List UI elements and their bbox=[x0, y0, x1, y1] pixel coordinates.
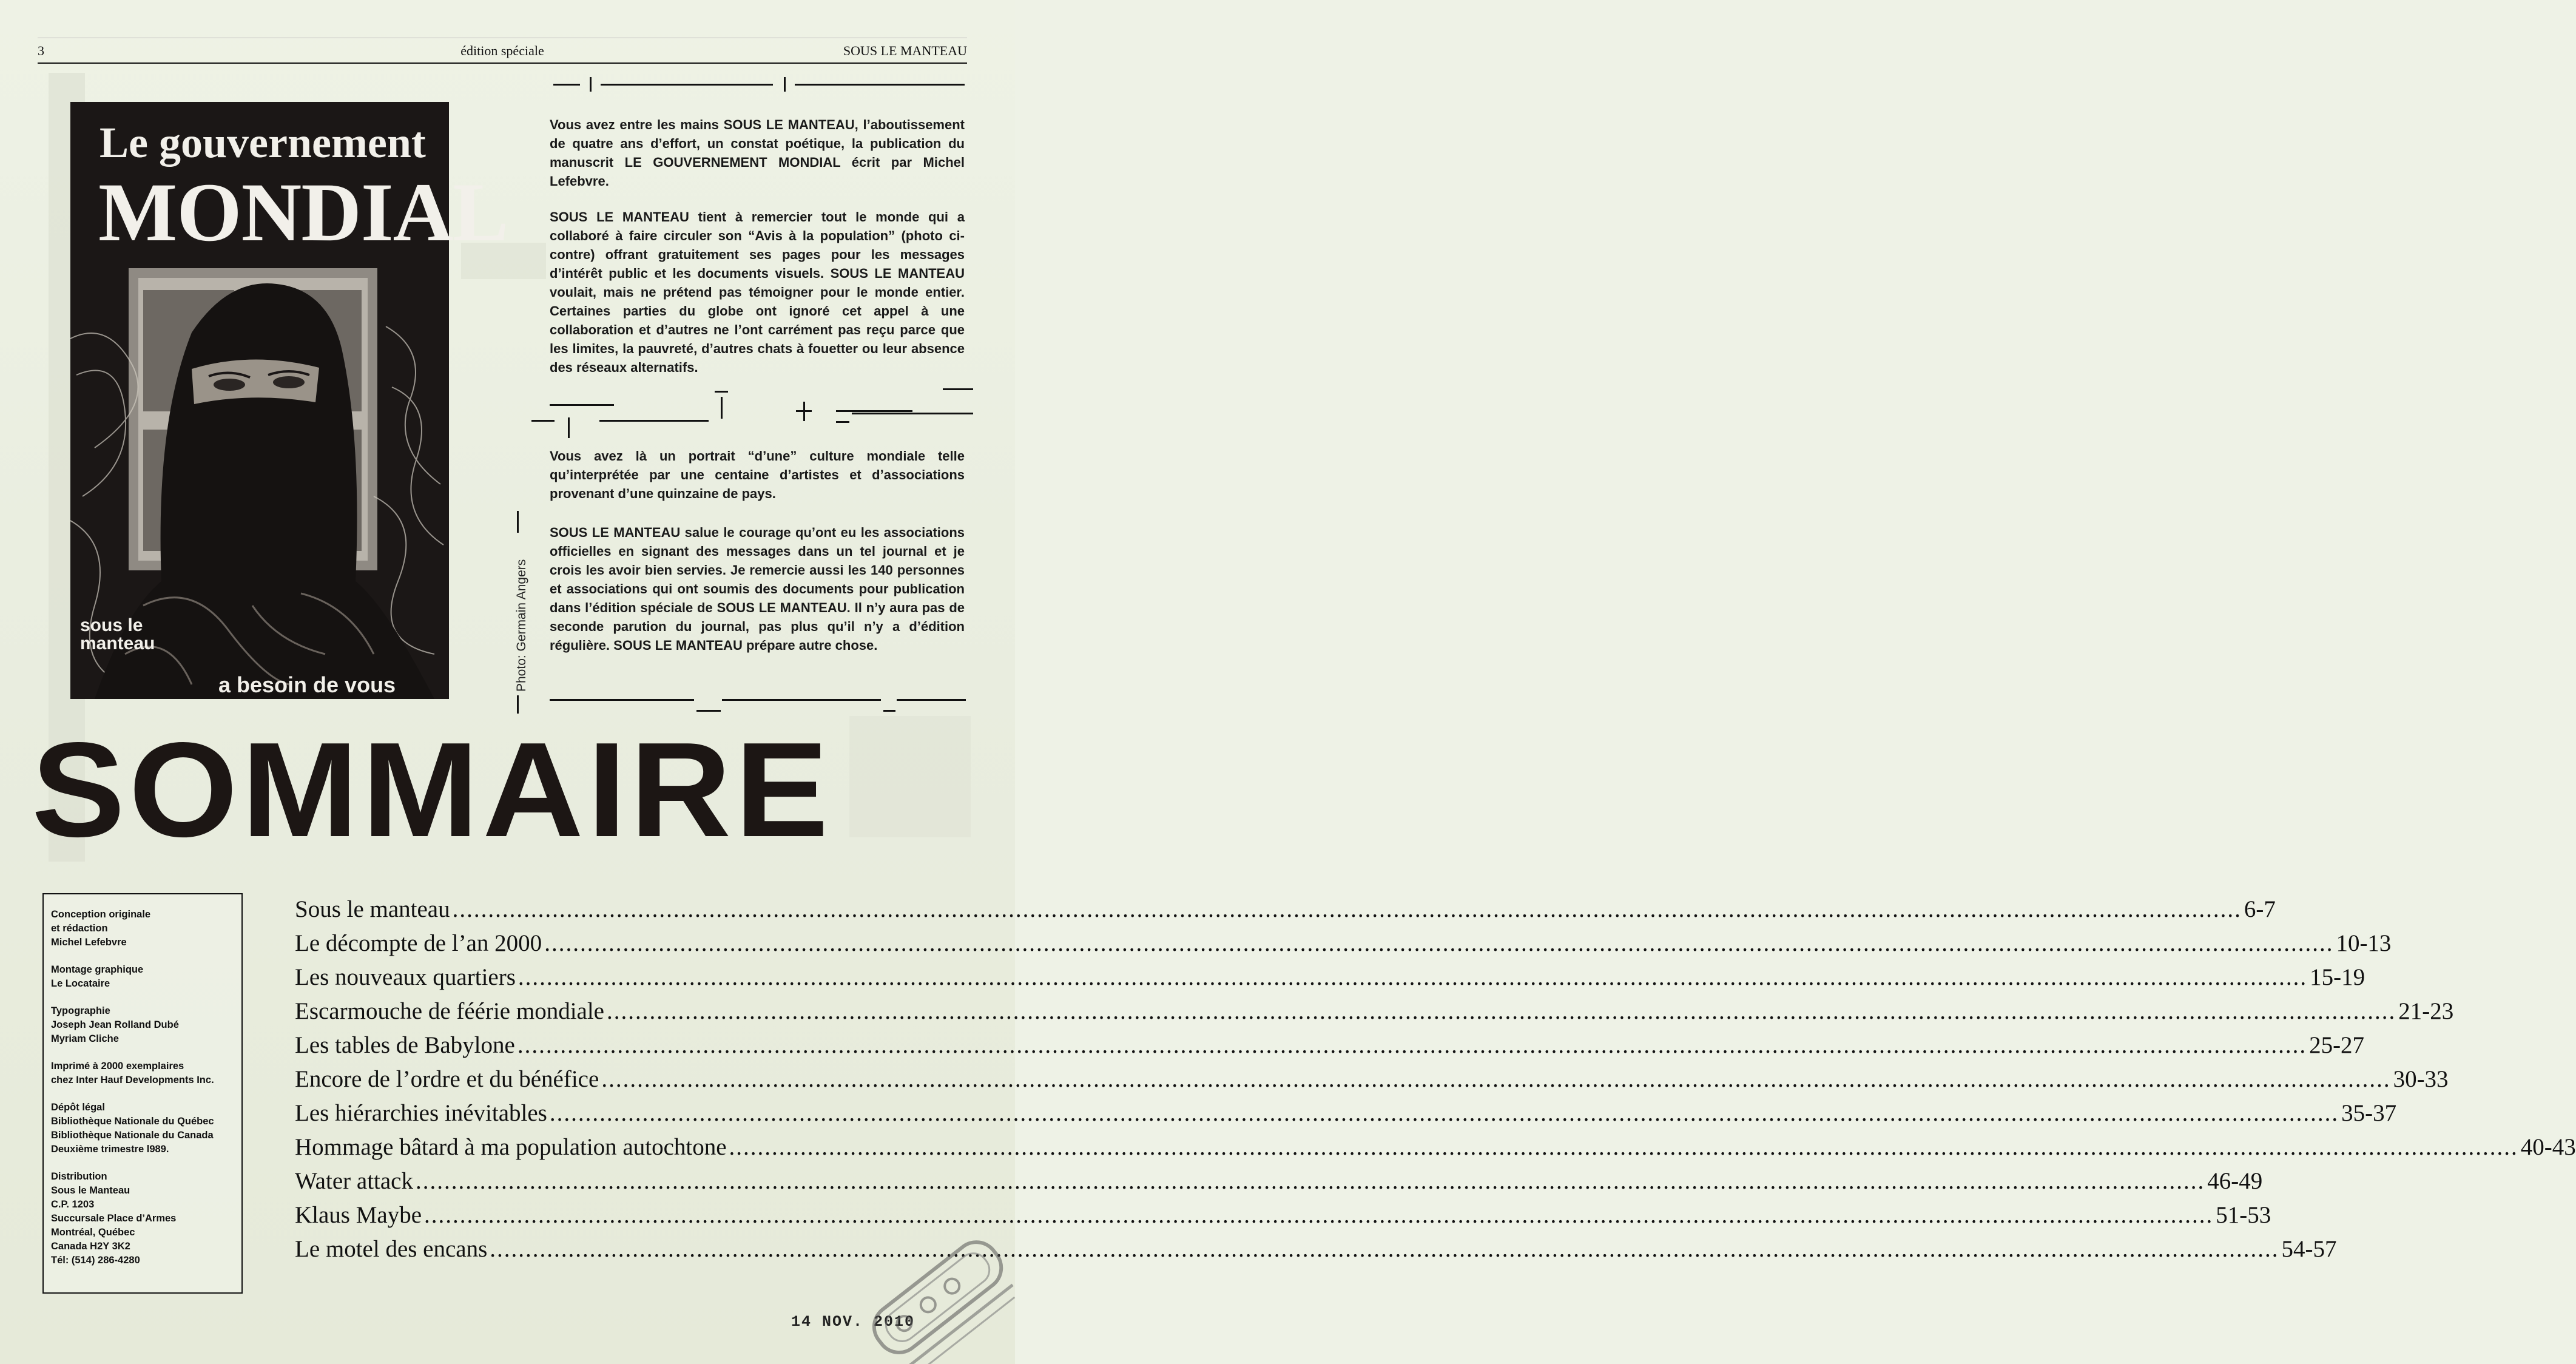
date-stamp: 14 NOV. 2010 bbox=[791, 1313, 915, 1331]
credit-line: Le Locataire bbox=[51, 978, 110, 989]
toc-entry bbox=[295, 1099, 2397, 1133]
poster-logo-line-1: sous le bbox=[80, 615, 143, 635]
intro-paragraph-2: SOUS LE MANTEAU tient à remercier tout le monde qui a collaboré à faire circuler son “Avis à la population” (photo ci-contre) offrant gratuitement ses pages pour les messages d’intérêt public et les documents visuels. SOUS LE MANTEAU voulait, mais ne prétend pas témoigner pour le monde entier. Certaines parties du globe ont ignoré cet appel à une collaboration et d’autres ne l’ont carrément pas reçu parce que les limites, la pauvreté, d’autres chats à fouetter ou leur absence des réseaux alternatifs. bbox=[550, 209, 965, 375]
decorative-rule bbox=[784, 77, 786, 92]
credit-line: Myriam Cliche bbox=[51, 1033, 119, 1044]
toc-leader-dots bbox=[550, 1099, 2339, 1127]
publication-name: SOUS LE MANTEAU bbox=[843, 43, 967, 58]
decorative-rule bbox=[517, 511, 519, 533]
toc-pages: 40-43 bbox=[2520, 1134, 2576, 1160]
poster-image bbox=[70, 102, 508, 699]
decorative-rule bbox=[795, 84, 965, 86]
decorative-rule bbox=[852, 413, 973, 414]
photo-credit: Photo: Germain Angers bbox=[514, 559, 528, 692]
decorative-rule bbox=[590, 77, 592, 92]
toc-leader-dots bbox=[729, 1133, 2518, 1161]
decorative-rule bbox=[943, 388, 973, 390]
toc-entry bbox=[295, 1065, 2449, 1099]
toc-entry bbox=[295, 1031, 2365, 1065]
toc-title: Water attack bbox=[295, 1168, 413, 1194]
decorative-rule bbox=[721, 397, 723, 419]
toc-pages: 15-19 bbox=[2310, 964, 2365, 990]
toc-leader-dots bbox=[424, 1201, 2213, 1229]
credits-box bbox=[42, 893, 243, 1294]
credit-line: Distribution bbox=[51, 1171, 107, 1182]
decorative-rule bbox=[599, 420, 709, 422]
decorative-rule bbox=[836, 410, 912, 412]
toc-entry bbox=[295, 896, 2276, 930]
toc-pages: 25-27 bbox=[2309, 1032, 2365, 1058]
decorative-rule bbox=[550, 404, 614, 406]
toc-leader-dots bbox=[518, 964, 2307, 991]
decorative-rule bbox=[715, 391, 728, 393]
toc-entry bbox=[295, 998, 2454, 1031]
toc-pages: 46-49 bbox=[2207, 1168, 2263, 1194]
credit-block bbox=[51, 1004, 234, 1046]
toc-title: Klaus Maybe bbox=[295, 1202, 422, 1228]
decorative-rule bbox=[696, 710, 721, 712]
toc-title: Les tables de Babylone bbox=[295, 1032, 515, 1058]
credit-line: Michel Lefebvre bbox=[51, 937, 127, 948]
sommaire-heading: SOMMAIRE bbox=[32, 715, 832, 865]
credit-line: Typographie bbox=[51, 1005, 110, 1016]
toc-title: Escarmouche de féérie mondiale bbox=[295, 998, 604, 1024]
toc-pages: 6-7 bbox=[2244, 896, 2276, 922]
toc-title: Encore de l’ordre et du bénéfice bbox=[295, 1066, 599, 1092]
decorative-rule bbox=[803, 402, 805, 421]
toc-pages: 54-57 bbox=[2281, 1236, 2337, 1262]
toc-entry bbox=[295, 1201, 2271, 1235]
toc-leader-dots bbox=[518, 1031, 2307, 1059]
toc-leader-dots bbox=[416, 1167, 2205, 1195]
decorative-rule bbox=[553, 84, 580, 86]
toc-title: Hommage bâtard à ma population autochtone bbox=[295, 1134, 727, 1160]
credit-block bbox=[51, 908, 234, 950]
credit-line: Imprimé à 2000 exemplaires bbox=[51, 1061, 184, 1072]
decorative-rule bbox=[568, 417, 570, 438]
credit-line: Succursale Place d’Armes bbox=[51, 1213, 177, 1224]
table-of-contents bbox=[295, 896, 2576, 1269]
credit-line: Tél: (514) 286-4280 bbox=[51, 1255, 140, 1266]
decorative-rule bbox=[883, 710, 895, 712]
show-through-ghost bbox=[849, 716, 971, 837]
toc-title: Le décompte de l’an 2000 bbox=[295, 930, 542, 956]
toc-leader-dots bbox=[544, 930, 2333, 957]
toc-leader-dots bbox=[453, 896, 2242, 923]
toc-leader-dots bbox=[490, 1235, 2279, 1263]
toc-pages: 35-37 bbox=[2341, 1100, 2397, 1126]
toc-pages: 21-23 bbox=[2398, 998, 2454, 1024]
toc-title: Les nouveaux quartiers bbox=[295, 964, 516, 990]
toc-entry bbox=[295, 1167, 2263, 1201]
decorative-rule bbox=[836, 421, 849, 423]
toc-pages: 10-13 bbox=[2336, 930, 2392, 956]
credit-line: Bibliothèque Nationale du Québec bbox=[51, 1116, 214, 1127]
toc-entry bbox=[295, 930, 2392, 964]
credit-line: Montage graphique bbox=[51, 964, 144, 975]
decorative-rule bbox=[722, 699, 881, 701]
credit-line: chez Inter Hauf Developments Inc. bbox=[51, 1075, 214, 1085]
credit-line: Montréal, Québec bbox=[51, 1227, 135, 1238]
toc-leader-dots bbox=[607, 998, 2396, 1025]
page-header bbox=[38, 38, 967, 64]
decorative-rule bbox=[517, 695, 519, 714]
credit-line: Dépôt légal bbox=[51, 1102, 105, 1113]
decorative-rule bbox=[601, 84, 773, 86]
poster-title-line-1: Le gouvernement bbox=[99, 118, 426, 167]
poster-title-line-2: MONDIAL bbox=[98, 166, 508, 258]
section-name: édition spéciale bbox=[460, 43, 544, 58]
decorative-rule bbox=[897, 699, 966, 701]
credit-line: C.P. 1203 bbox=[51, 1199, 95, 1210]
toc-title: Les hiérarchies inévitables bbox=[295, 1100, 547, 1126]
credit-line: et rédaction bbox=[51, 923, 108, 934]
credit-block bbox=[51, 963, 234, 991]
toc-title: Le motel des encans bbox=[295, 1236, 488, 1262]
toc-entry bbox=[295, 1133, 2576, 1167]
credit-line: Joseph Jean Rolland Dubé bbox=[51, 1019, 179, 1030]
decorative-rule bbox=[550, 699, 694, 701]
decorative-rule bbox=[531, 420, 555, 422]
intro-paragraph-3: Vous avez là un portrait “d’une” culture mondiale telle qu’interprétée par une centaine d’artistes et d’associations provenant d’une quinzaine de pays. bbox=[550, 448, 965, 501]
credit-line: Sous le Manteau bbox=[51, 1185, 130, 1196]
toc-title: Sous le manteau bbox=[295, 896, 450, 922]
toc-pages: 30-33 bbox=[2393, 1066, 2449, 1092]
poster-logo-line-2: manteau bbox=[80, 633, 155, 653]
poster-tagline: a besoin de vous bbox=[218, 672, 396, 697]
toc-entry bbox=[295, 1235, 2337, 1269]
library-stamp-icon bbox=[849, 1232, 1015, 1364]
credit-line: Bibliothèque Nationale du Canada bbox=[51, 1130, 214, 1141]
credit-line: Canada H2Y 3K2 bbox=[51, 1241, 130, 1252]
credit-line: Deuxième trimestre l989. bbox=[51, 1144, 169, 1155]
credit-block bbox=[51, 1059, 234, 1087]
toc-pages: 51-53 bbox=[2216, 1202, 2271, 1228]
credit-block bbox=[51, 1101, 234, 1156]
intro-paragraph-4: SOUS LE MANTEAU salue le courage qu’ont eu les associations officielles en signant des messages dans un tel journal et je crois les avoir bien servies. Je remercie aussi les 140 personnes et associations qui ont soumis des documents pour publication dans l’édition spéciale de SOUS LE MANTEAU. Il n’y aura pas de seconde parution du journal, pas plus qu’il n’y a d’édition régulière. SOUS LE MANTEAU prépare autre chose. bbox=[550, 525, 965, 653]
intro-paragraph-1: Vous avez entre les mains SOUS LE MANTEAU, l’aboutissement de quatre ans d’effort, un constat poétique, la publication du manuscrit LE GOUVERNEMENT MONDIAL écrit par Michel Lefebvre. bbox=[550, 117, 965, 189]
page-number: 3 bbox=[38, 43, 44, 58]
credit-line: Conception originale bbox=[51, 909, 151, 920]
poster-logo bbox=[80, 616, 155, 653]
toc-leader-dots bbox=[601, 1065, 2390, 1093]
toc-entry bbox=[295, 964, 2365, 998]
credit-block bbox=[51, 1170, 234, 1268]
